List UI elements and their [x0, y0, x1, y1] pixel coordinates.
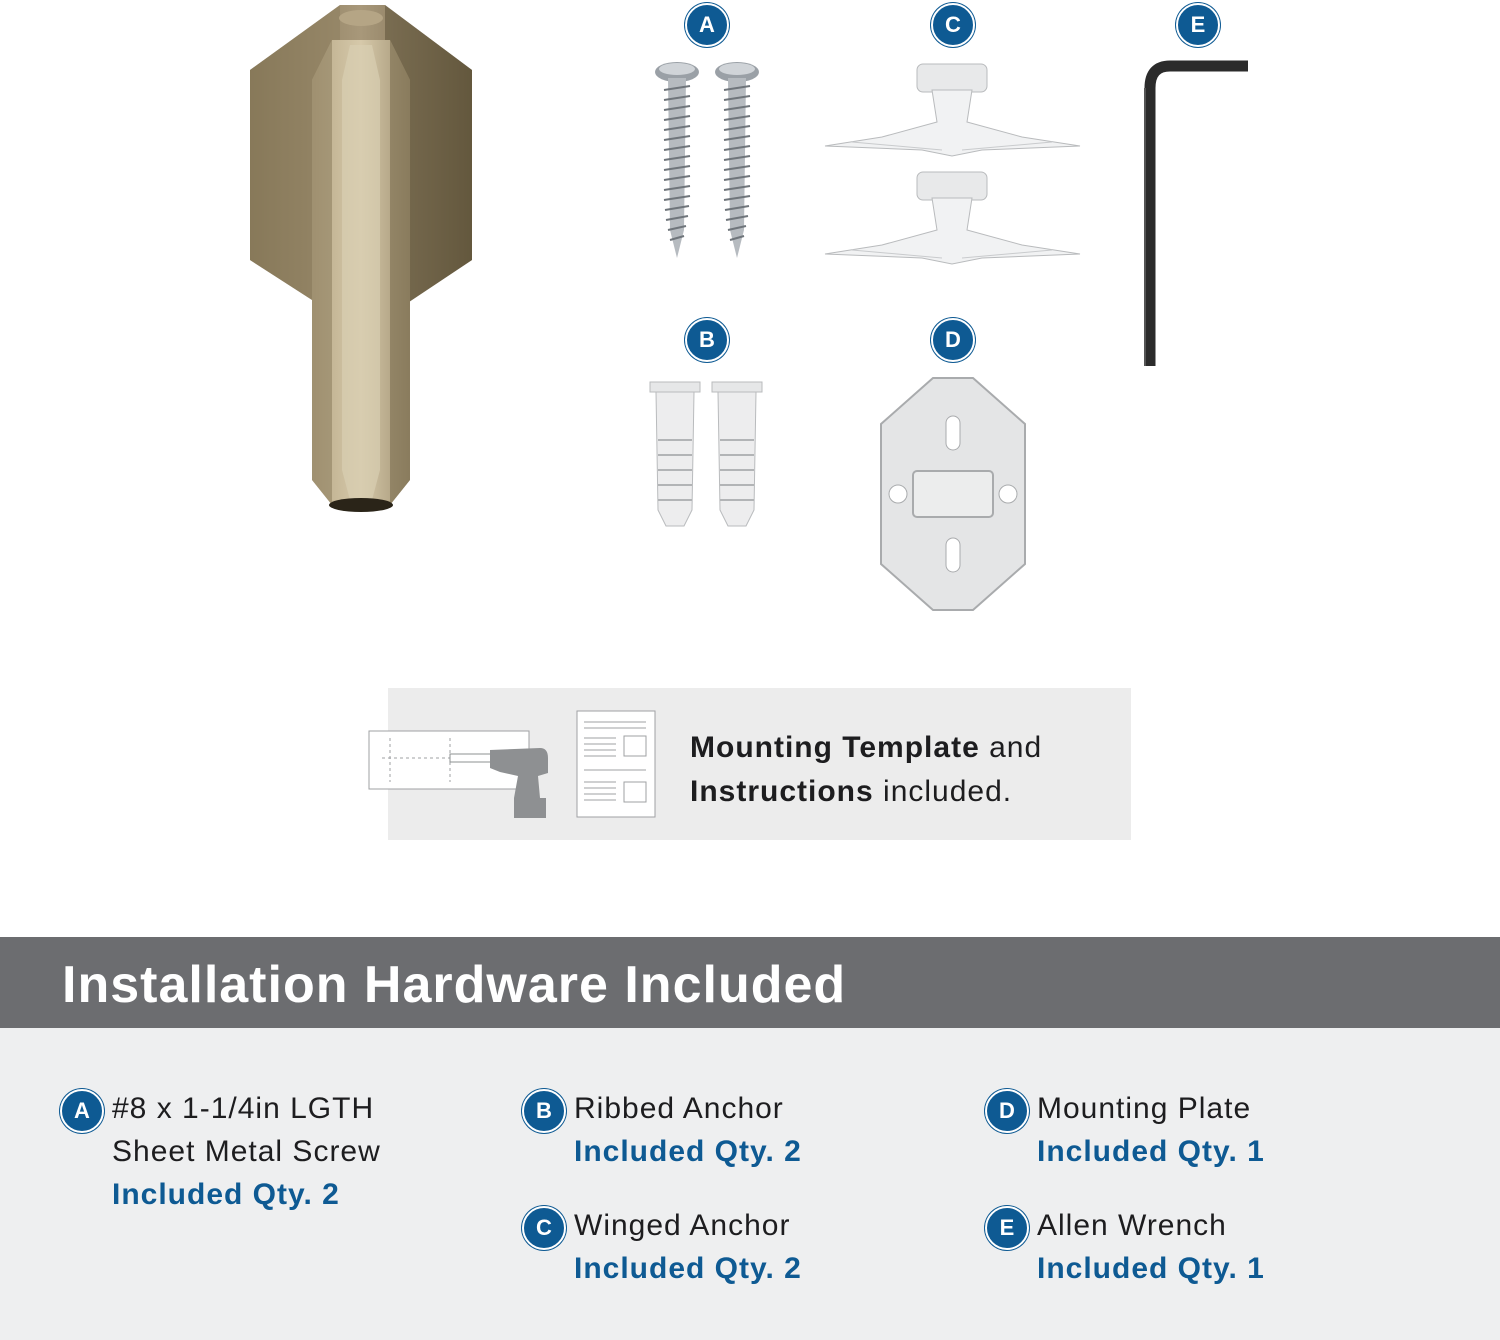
part-e-badge: E: [1176, 3, 1220, 47]
winged-anchor-icon: [825, 172, 1080, 264]
instructions-document-icon: [576, 710, 658, 820]
ribbed-anchors-illustration: [648, 380, 768, 530]
winged-anchor-icon: [825, 64, 1080, 156]
template-note-bold-2: Instructions: [690, 775, 874, 808]
legend-badge-d: D: [985, 1089, 1029, 1133]
legend-badge-a: A: [60, 1089, 104, 1133]
template-note-bold-1: Mounting Template: [690, 731, 980, 764]
part-a-badge: A: [685, 3, 729, 47]
screw-icon: [655, 62, 699, 258]
legend-item-c-qty: Included Qty. 2: [574, 1252, 802, 1285]
legend-item-e-name: Allen Wrench: [1037, 1209, 1227, 1242]
legend-badge-c: C: [522, 1206, 566, 1250]
part-c-badge: C: [931, 3, 975, 47]
section-title: Installation Hardware Included: [62, 956, 847, 1014]
legend-item-d-name: Mounting Plate: [1037, 1092, 1252, 1125]
mounting-plate-illustration: [878, 376, 1028, 612]
hook-illustration: [240, 0, 490, 520]
legend-item-e-qty: Included Qty. 1: [1037, 1252, 1265, 1285]
part-b-badge: B: [685, 318, 729, 362]
legend-item-a-qty: Included Qty. 2: [112, 1178, 340, 1211]
legend-item-c-name: Winged Anchor: [574, 1209, 791, 1242]
ribbed-anchor-icon: [650, 382, 700, 526]
legend-item-a-name-2: Sheet Metal Screw: [112, 1135, 381, 1168]
legend-badge-b: B: [522, 1089, 566, 1133]
part-d-badge: D: [931, 318, 975, 362]
legend-item-b-name: Ribbed Anchor: [574, 1092, 784, 1125]
screw-icon: [715, 62, 759, 258]
legend-item-b-qty: Included Qty. 2: [574, 1135, 802, 1168]
template-note-text: [690, 726, 1120, 814]
legend-badge-e: E: [985, 1206, 1029, 1250]
winged-anchors-illustration: [822, 62, 1082, 267]
template-note-text-1: and: [979, 731, 1043, 764]
template-note-text-2: included.: [873, 775, 1013, 808]
drill-template-icon: [368, 728, 552, 822]
legend-item-a-name-1: #8 x 1-1/4in LGTH: [112, 1092, 375, 1125]
ribbed-anchor-icon: [712, 382, 762, 526]
screws-illustration: [650, 60, 770, 265]
legend-item-d-qty: Included Qty. 1: [1037, 1135, 1265, 1168]
allen-wrench-illustration: [1140, 58, 1252, 370]
